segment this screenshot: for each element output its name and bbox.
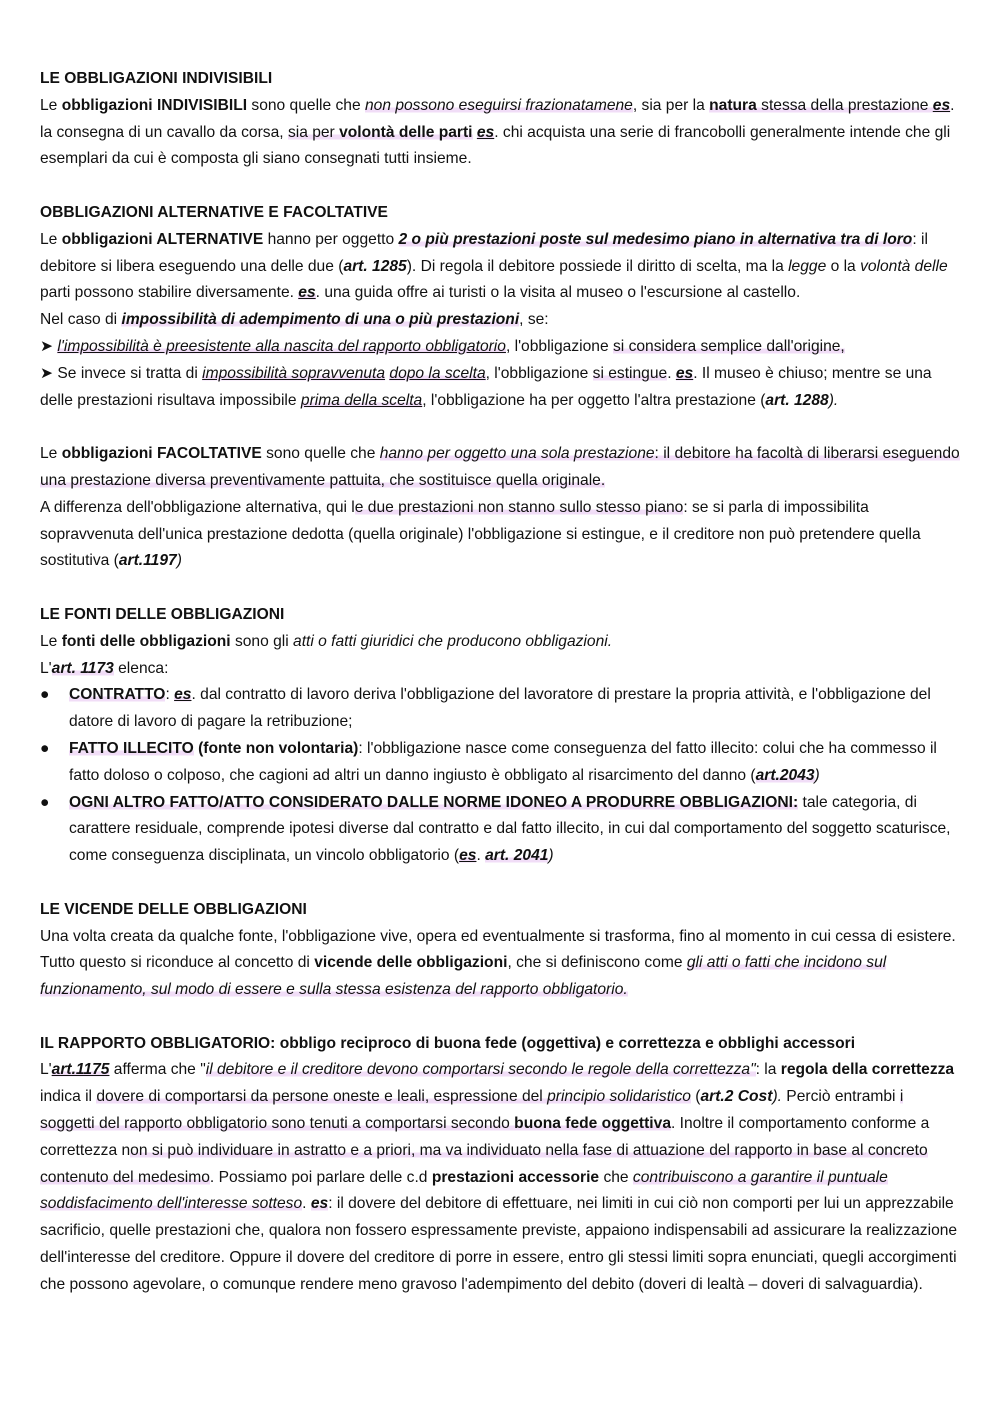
- highlighted-text: dovere di comportarsi da persone oneste e leali, espressione del: [96, 1088, 548, 1106]
- text: . dal contratto di lavoro deriva l'obbligazione del lavoratore di prestare la propria attività, e l'obbligazione del datore di lavoro di pagare la retribuzione;: [69, 686, 931, 731]
- article-reference: art.2043: [755, 766, 815, 784]
- list-item: [40, 682, 960, 736]
- text: . Possiamo poi parlare delle c.d: [209, 1168, 432, 1186]
- paragraph: [40, 227, 960, 307]
- text: Se invece si tratta di: [53, 364, 203, 382]
- heading-obbligazioni-alternative: OBBLIGAZIONI ALTERNATIVE E FACOLTATIVE: [40, 203, 388, 221]
- bold-term: OGNI ALTRO FATTO/ATTO CONSIDERATO DALLE NORME IDONEO A PRODURRE OBBLIGAZIONI:: [69, 793, 799, 811]
- bold-term: volontà delle parti: [339, 123, 473, 141]
- article-reference: art.1175: [51, 1061, 110, 1079]
- arrow-icon: ➤: [40, 364, 54, 382]
- highlighted-text: : il debitore ha facoltà di liberarsi eseguendo una prestazione diversa preventivamente pattuita, che sostituisce quella originale.: [40, 445, 960, 489]
- text: A differenza dell'obbligazione alternativa, qui l: [40, 498, 355, 516]
- text: . Il museo è chiuso; mentre se una delle prestazioni risultava impossibile: [40, 364, 932, 409]
- paragraph: [40, 1057, 960, 1298]
- bold-term: CONTRATTO: [69, 686, 166, 704]
- text: (: [690, 1088, 701, 1106]
- text: che: [599, 1168, 633, 1186]
- text: Le: [40, 445, 62, 463]
- text: , sia per la: [632, 96, 710, 114]
- text: : l'obbligazione nasce come conseguenza del fatto illecito: colui che ha commesso il fatto doloso o colposo, che cagioni ad altri un danno ingiusto è obbligato al risarcimento del danno (: [69, 739, 937, 784]
- text: :: [165, 686, 175, 704]
- bullet-icon: ●: [40, 739, 50, 757]
- article-reference: art.1197: [118, 552, 177, 570]
- text: ).: [772, 1088, 782, 1106]
- highlighted-text: gli atti o fatti che incidono sul funzionamento, sul modo di essere e sulla stessa esistenza del rapporto obbligatorio.: [40, 954, 887, 999]
- section-obbligazioni-alternative: [40, 200, 960, 414]
- text: , se:: [519, 311, 549, 329]
- text: Le: [40, 96, 62, 114]
- highlighted-text: il debitore e il creditore devono comportarsi secondo le regole della correttezza": [205, 1061, 756, 1079]
- article-reference: art. 2041: [485, 847, 549, 865]
- text: ): [548, 847, 554, 865]
- text: Una volta creata da qualche fonte, l'obbligazione vive, opera ed eventualmente si trasforma, fino al momento in cui cessa di esistere. Tutto questo si riconduce al concetto di: [40, 927, 956, 972]
- text: sono quelle che: [247, 96, 365, 114]
- highlighted-text: hanno per oggetto una sola prestazione: [379, 445, 655, 463]
- paragraph: [40, 924, 960, 1004]
- article-reference: art. 1288: [765, 391, 829, 409]
- highlighted-text: on si può individuare in astratto e a priori, ma va individuato nella fase di attuazione del rapporto in base al concreto contenuto del medesimo: [40, 1141, 928, 1186]
- bullet-icon: ●: [40, 793, 50, 811]
- text: elenca:: [113, 659, 169, 677]
- text: , l'obbligazione: [485, 364, 593, 382]
- text: , l'obbligazione: [505, 337, 613, 355]
- highlighted-text: l'impossibilità è preesistente alla nascita del rapporto obbligatorio: [57, 337, 506, 355]
- bold-term: regola della correttezza: [780, 1061, 955, 1079]
- text: ): [814, 766, 820, 784]
- arrow-icon: ➤: [40, 337, 54, 355]
- text: hanno per oggetto: [263, 230, 399, 248]
- highlighted-text: e due prestazioni non stanno sullo stesso piano: [354, 498, 684, 516]
- section-obbligazioni-indivisibili: [40, 66, 960, 173]
- italic-text: atti o fatti giuridici che producono obbligazioni.: [293, 632, 613, 650]
- bullet-icon: ●: [40, 686, 50, 704]
- text: . Inoltre il comportamento conforme a correttezza n: [40, 1115, 930, 1159]
- example-marker: es: [298, 284, 316, 302]
- bold-term: (fonte non volontaria): [193, 739, 359, 757]
- italic-term: legge: [788, 257, 827, 275]
- text: . una guida offre ai turisti o la visita al museo o l'escursione al castello.: [315, 284, 801, 302]
- text: Perciò entrambi: [781, 1088, 900, 1106]
- text: . la consegna di un cavallo da corsa,: [40, 96, 955, 141]
- bold-term: vicende delle obbligazioni: [314, 954, 508, 972]
- bold-term: buona fede oggettiva: [514, 1115, 671, 1133]
- section-fonti-obbligazioni: [40, 602, 960, 870]
- text: indica il: [40, 1088, 97, 1106]
- bold-term: obbligazioni INDIVISIBILI: [61, 96, 248, 114]
- highlighted-text: sia per: [287, 123, 340, 141]
- highlighted-text: impossibilità sopravvenuta: [202, 364, 386, 382]
- article-reference: art. 1173: [51, 659, 114, 677]
- article-reference: art. 1285: [343, 257, 407, 275]
- section-obbligazioni-facoltative: [40, 441, 960, 575]
- text: : il debitore si libera eseguendo una delle due (: [40, 230, 928, 275]
- text: L': [40, 659, 52, 677]
- list-item: [40, 790, 960, 870]
- text: sono quelle che: [261, 445, 380, 463]
- highlighted-text: si estingue: [592, 364, 668, 382]
- heading-vicende-obbligazioni: LE VICENDE DELLE OBBLIGAZIONI: [40, 900, 307, 918]
- highlighted-text: principio solidaristico: [547, 1088, 691, 1106]
- text: L': [40, 1061, 52, 1079]
- text: tale categoria, di carattere residuale, comprende ipotesi diverse dal contratto e dal fatto illecito, in cui dal comportamento del soggetto scaturisce, come conseguenza disciplinata, un vincolo obbligatorio (: [69, 793, 951, 865]
- article-reference: art.2 Cost: [700, 1088, 773, 1106]
- text: ).: [828, 391, 839, 409]
- heading-obbligazioni-indivisibili: LE OBBLIGAZIONI INDIVISIBILI: [40, 70, 273, 87]
- highlighted-text: 2 o più prestazioni poste sul medesimo piano in alternativa tra di loro: [398, 230, 913, 248]
- paragraph: [40, 656, 960, 683]
- text: ): [176, 552, 182, 570]
- text: afferma che ": [109, 1061, 206, 1079]
- example-marker: es: [476, 123, 495, 141]
- example-marker: es: [932, 96, 951, 114]
- bold-term: obbligazioni FACOLTATIVE: [61, 445, 262, 463]
- paragraph: [40, 495, 960, 575]
- highlighted-text: dopo la scelta: [389, 364, 486, 382]
- list-item: [40, 736, 960, 790]
- text: parti possono stabilire diversamente.: [40, 284, 299, 302]
- arrow-item: [40, 334, 960, 361]
- text: sono gli: [230, 632, 294, 650]
- arrow-item: [40, 361, 960, 415]
- bold-term: fonti delle obbligazioni: [61, 632, 231, 650]
- bullet-list: [40, 682, 960, 870]
- text: : il dovere del debitore di effettuare, nei limiti in cui ciò non comporti per lui un apprezzabile sacrificio, quelle prestazioni che, qualora non fossero espressamente previste, appaiono indispensabili ad assicurare la realizzazione dell'interesse del creditore. Oppure il dovere del creditore di porre in essere, entro gli stessi limiti sopra enunciati, quegli accorgimenti che possono agevolare, o comunque rendere meno gravoso l'adempimento del debito (doveri di lealtà – doveri di salvaguardia).: [40, 1195, 958, 1293]
- text: , l'obbligazione ha per oggetto l'altra prestazione (: [422, 391, 766, 409]
- text: , che si definiscono come: [507, 954, 687, 972]
- highlighted-text: impossibilità di adempimento di una o più prestazioni: [121, 311, 520, 329]
- text: . chi acquista una serie di francobolli generalmente intende che gli esemplari da cui è composta gli siano consegnati tutti insieme.: [40, 123, 951, 168]
- heading-rapporto-obbligatorio: IL RAPPORTO OBBLIGATORIO: obbligo reciproco di buona fede (oggettiva) e correttezza e obblighi accessori: [40, 1034, 856, 1052]
- example-marker: es: [310, 1195, 329, 1213]
- text: : se si parla di impossibilita sopravvenuta dell'unica prestazione dedotta (quella originale) l'obbligazione si estingue, e il creditore non può pretendere quella sostitutiva (: [40, 498, 921, 570]
- paragraph: [40, 93, 960, 173]
- heading-fonti-obbligazioni: LE FONTI DELLE OBBLIGAZIONI: [40, 605, 285, 623]
- text: .: [667, 364, 676, 382]
- text: .: [302, 1195, 311, 1213]
- text: ). Di regola il debitore possiede il diritto di scelta, ma la: [406, 257, 789, 275]
- italic-term: volontà delle: [860, 257, 948, 275]
- example-marker: es: [174, 686, 192, 704]
- text: .: [476, 847, 486, 865]
- text: Le: [40, 632, 62, 650]
- paragraph: [40, 629, 960, 656]
- highlighted-text: prima della scelta: [300, 391, 423, 409]
- bold-term: obbligazioni ALTERNATIVE: [61, 230, 264, 248]
- highlighted-text: non possono eseguirsi frazionatamene: [364, 96, 633, 114]
- section-rapporto-obbligatorio: [40, 1031, 960, 1299]
- highlighted-text: si considera semplice dall'origine,: [612, 337, 845, 355]
- example-marker: es: [459, 847, 477, 865]
- text: Nel caso di: [40, 311, 122, 329]
- highlighted-text: stessa della prestazione: [756, 96, 933, 114]
- text: o la: [826, 257, 861, 275]
- text: : la: [755, 1061, 781, 1079]
- highlighted-text: i soggetti del rapporto obbligatorio sono tenuti a comportarsi secondo: [40, 1088, 904, 1133]
- highlighted-text: contribuiscono a garantire il puntuale soddisfacimento dell'interesse sotteso: [40, 1168, 888, 1213]
- paragraph: [40, 307, 960, 334]
- section-vicende-obbligazioni: [40, 897, 960, 1004]
- bold-term: FATTO ILLECITO: [69, 739, 194, 757]
- bold-term: prestazioni accessorie: [431, 1168, 600, 1186]
- example-marker: es: [675, 364, 694, 382]
- text: Le: [40, 230, 62, 248]
- paragraph: [40, 441, 960, 495]
- bold-term: natura: [709, 96, 757, 114]
